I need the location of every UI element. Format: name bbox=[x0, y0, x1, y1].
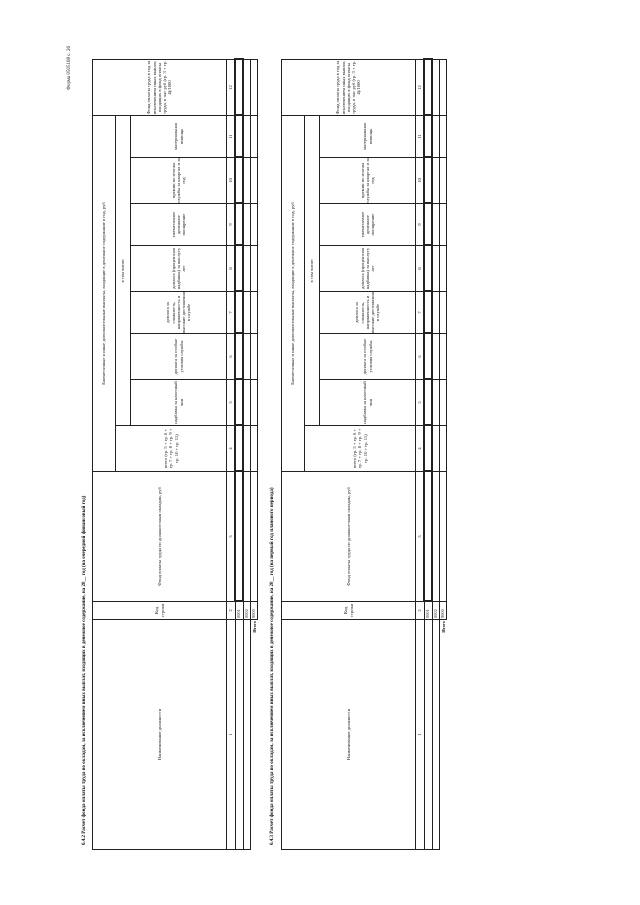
table-row bbox=[243, 60, 251, 850]
table-row-total bbox=[251, 60, 258, 850]
header-col11: материальная помощь bbox=[320, 116, 416, 158]
col-number: 8 bbox=[227, 246, 236, 292]
header-including: в том числе: bbox=[305, 116, 320, 426]
col-number: 7 bbox=[227, 292, 236, 334]
col-number: 2 bbox=[227, 602, 236, 620]
header-col11: материальная помощь bbox=[131, 116, 227, 158]
header-total: всего (гр. 5 + гр. 6 + гр. 7 + гр. 8 + гр. 9 + гр. 10 + гр. 11) bbox=[305, 426, 416, 472]
col-number: 9 bbox=[227, 204, 236, 246]
col-number: 12 bbox=[416, 60, 425, 116]
col-number: 11 bbox=[416, 116, 425, 158]
header-position: Наименование должности bbox=[93, 620, 227, 850]
header-col5: надбавка за классный чин bbox=[320, 380, 416, 426]
row-code: 0001 bbox=[424, 602, 432, 620]
col-number: 1 bbox=[416, 620, 425, 850]
row-code: 9000 bbox=[251, 602, 258, 620]
header-col8: доплата (процентная надбавка) за выслугу лет bbox=[320, 246, 416, 292]
row-code: 0002 bbox=[432, 602, 440, 620]
header-col10: премии по итогам службы за квартал и за год bbox=[131, 158, 227, 204]
table-row bbox=[235, 60, 243, 850]
header-col5: надбавка за классный чин bbox=[131, 380, 227, 426]
header-col7: доплата за сложность, напряженность и высокие достижения в службе bbox=[131, 292, 227, 334]
col-number: 4 bbox=[227, 426, 236, 472]
col-number: 5 bbox=[227, 380, 236, 426]
header-including: в том числе: bbox=[116, 116, 131, 426]
header-position: Наименование должности bbox=[282, 620, 416, 850]
table-6-4-3 bbox=[281, 59, 447, 851]
header-allowances-group: Ежемесячные и иные дополнительные выплаты, входящие в денежное содержание в год, руб bbox=[282, 116, 305, 472]
header-col12: Фонд оплаты труда в год за исключением иных выплат, входящих в фонд оплаты труда, в тыс руб (гр. 3 + гр. 4)/1000 bbox=[282, 60, 416, 116]
col-number: 8 bbox=[416, 246, 425, 292]
table-6-4-2 bbox=[92, 59, 258, 851]
col-number: 5 bbox=[416, 380, 425, 426]
header-fund-official: Фонд оплаты труда по должностным окладам, руб bbox=[282, 472, 416, 602]
section-title-6-4-3: 6.4.3 Расчет фонда оплаты труда по окладам, за исключением иных выплат, входящих в денежное содержание, на 20__ год (на первый год планового периода) bbox=[270, 487, 275, 845]
header-col10: премии по итогам службы за квартал и за год bbox=[320, 158, 416, 204]
col-number: 10 bbox=[416, 158, 425, 204]
header-allowances-group: Ежемесячные и иные дополнительные выплаты, входящие в денежное содержание в год, руб bbox=[93, 116, 116, 472]
col-number: 12 bbox=[227, 60, 236, 116]
header-col6: доплата за особые условия службы bbox=[131, 334, 227, 380]
itogo-label: Итого bbox=[440, 621, 446, 633]
col-number: 11 bbox=[227, 116, 236, 158]
header-fund-official: Фонд оплаты труда по должностным окладам, руб bbox=[93, 472, 227, 602]
col-number: 6 bbox=[227, 334, 236, 380]
form-code: Форма 0505168 с. 26 bbox=[67, 46, 72, 90]
header-col8: доплата (процентная надбавка) за выслугу лет bbox=[131, 246, 227, 292]
table-row-total bbox=[440, 60, 447, 850]
row-code: 0001 bbox=[235, 602, 243, 620]
col-number: 3 bbox=[416, 472, 425, 602]
col-number: 2 bbox=[416, 602, 425, 620]
col-number: 6 bbox=[416, 334, 425, 380]
col-number: 3 bbox=[227, 472, 236, 602]
header-col9: ежемесячное денежное поощрение bbox=[131, 204, 227, 246]
col-number: 4 bbox=[416, 426, 425, 472]
table-row bbox=[424, 60, 432, 850]
row-code: 9000 bbox=[440, 602, 447, 620]
header-col12: Фонд оплаты труда в год за исключением иных выплат, входящих в фонд оплаты труда, в тыс руб (гр. 3 + гр. 4)/1000 bbox=[93, 60, 227, 116]
header-row-code: Код строки bbox=[282, 602, 416, 620]
row-code: 0002 bbox=[243, 602, 251, 620]
header-col6: доплата за особые условия службы bbox=[320, 334, 416, 380]
section-title-6-4-2: 6.4.2 Расчет фонда оплаты труда по окладам, за исключением иных выплат, входящих в денежное содержание, на 20__ год (на очередной финансовый год) bbox=[82, 495, 87, 845]
header-col9: ежемесячное денежное поощрение bbox=[320, 204, 416, 246]
col-number: 7 bbox=[416, 292, 425, 334]
itogo-label: Итого bbox=[251, 621, 257, 633]
header-total: всего (гр. 5 + гр. 6 + гр. 7 + гр. 8 + гр. 9 + гр. 10 + гр. 11) bbox=[116, 426, 227, 472]
header-row-code: Код строки bbox=[93, 602, 227, 620]
header-col7: доплата за сложность, напряженность и высокие достижения в службе bbox=[320, 292, 416, 334]
col-number: 9 bbox=[416, 204, 425, 246]
col-number: 10 bbox=[227, 158, 236, 204]
table-row bbox=[432, 60, 440, 850]
col-number: 1 bbox=[227, 620, 236, 850]
